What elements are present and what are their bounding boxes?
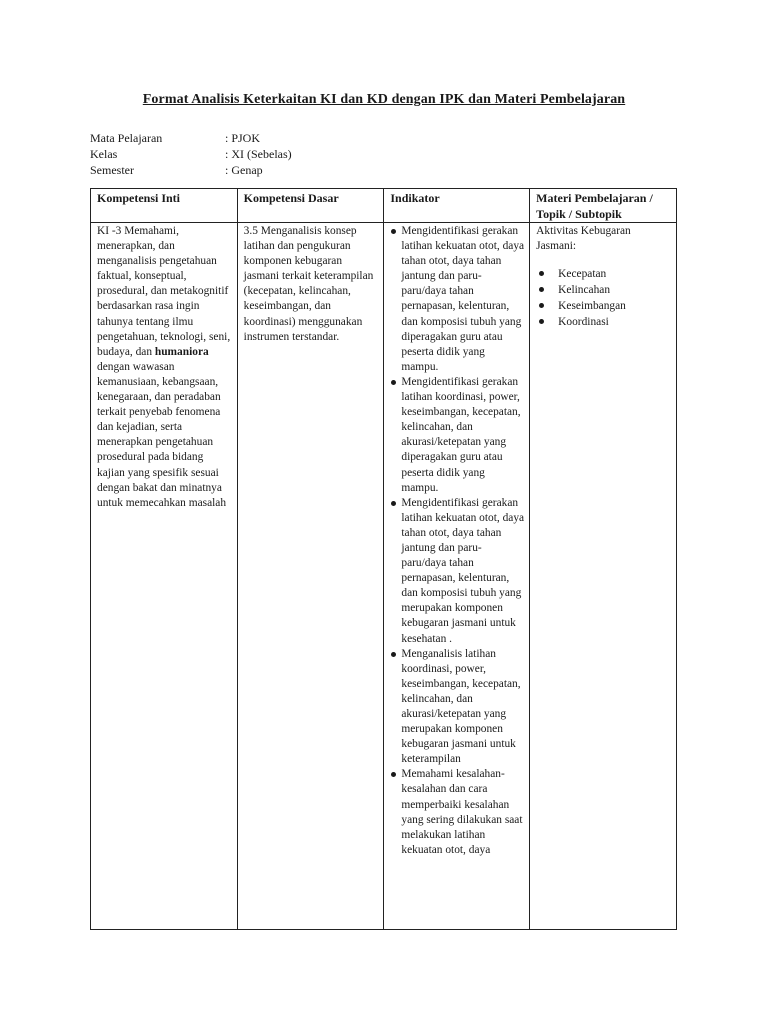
list-item: Memahami kesalahan-kesalahan dan cara memperbaiki kesalahan yang sering dilakukan saat melakukan latihan kekuatan otot, daya [390, 767, 524, 858]
table-row [91, 223, 677, 930]
cell-kompetensi-inti [91, 223, 238, 930]
meta-label: Kelas [90, 147, 118, 161]
materi-intro: Aktivitas Kebugaran Jasmani: [536, 225, 631, 253]
header-indikator: Indikator [384, 189, 530, 223]
header-kompetensi-inti: Kompetensi Inti [91, 189, 238, 223]
kd-text: 3.5 Menganalisis konsep latihan dan pengukuran komponen kebugaran jasmani terkait keterampilan (kecepatan, kelincahan, keseimbangan, dan koordinasi) menggunakan instrumen terstandar. [243, 225, 374, 343]
meta-value: : Genap [225, 163, 263, 177]
ki-text-bold: humaniora [154, 345, 209, 358]
meta-value: : PJOK [225, 131, 261, 145]
list-item: Mengidentifikasi gerakan latihan kekuatan otot, daya tahan otot, daya tahan jantung dan paru-paru/daya tahan pernapasan, kelenturan, dan komposisi tubuh yang diperagakan guru atau peserta didik yang mampu. [390, 224, 524, 375]
header-kompetensi-dasar: Kompetensi Dasar [237, 189, 384, 223]
cell-kompetensi-dasar [237, 223, 384, 930]
header-materi: Materi Pembelajaran / Topik / Subtopik [530, 189, 677, 223]
analysis-table [90, 188, 677, 930]
table-header-row [91, 189, 677, 223]
list-item: Kelincahan [536, 282, 671, 298]
meta-block [90, 130, 292, 178]
cell-materi [530, 223, 677, 930]
meta-row-semester [90, 162, 292, 178]
meta-row-kelas [90, 146, 292, 162]
cell-indikator [384, 223, 530, 930]
meta-label: Semester [90, 163, 134, 177]
ki-text: KI -3 Memahami, menerapkan, dan menganalisis pengetahuan faktual, konseptual, prosedural, dan metakognitif berdasarkan rasa ingin tahunya tentang ilmu pengetahuan, teknologi, seni, budaya, dan [97, 225, 231, 358]
meta-row-mata-pelajaran [90, 130, 292, 146]
meta-value: : XI (Sebelas) [225, 147, 292, 161]
list-item: Mengidentifikasi gerakan latihan koordinasi, power, keseimbangan, kecepatan, kelincahan, dan akurasi/ketepatan yang diperagakan guru atau peserta didik yang mampu. [390, 375, 524, 496]
list-item: Kecepatan [536, 266, 671, 282]
materi-list [536, 266, 671, 330]
meta-label: Mata Pelajaran [90, 131, 163, 145]
ki-text-end: dengan wawasan kemanusiaan, kebangsaan, kenegaraan, dan peradaban terkait penyebab fenomena dan kejadian, serta menerapkan pengetahuan prosedural pada bidang kajian yang spesifik sesuai dengan bakat dan minatnya untuk memecahkan masalah [97, 360, 227, 509]
list-item: Mengidentifikasi gerakan latihan kekuatan otot, daya tahan otot, daya tahan jantung dan paru-paru/daya tahan pernapasan, kelenturan, dan komposisi tubuh yang merupakan komponen kebugaran jasmani untuk kesehatan . [390, 496, 524, 647]
list-item: Koordinasi [536, 314, 671, 330]
document-title: Format Analisis Keterkaitan KI dan KD dengan IPK dan Materi Pembelajaran [142, 92, 626, 107]
indikator-list [390, 224, 524, 858]
list-item: Menganalisis latihan koordinasi, power, keseimbangan, kecepatan, kelincahan, dan akurasi/ketepatan yang merupakan komponen kebugaran jasmani untuk keterampilan [390, 647, 524, 768]
list-item: Keseimbangan [536, 298, 671, 314]
